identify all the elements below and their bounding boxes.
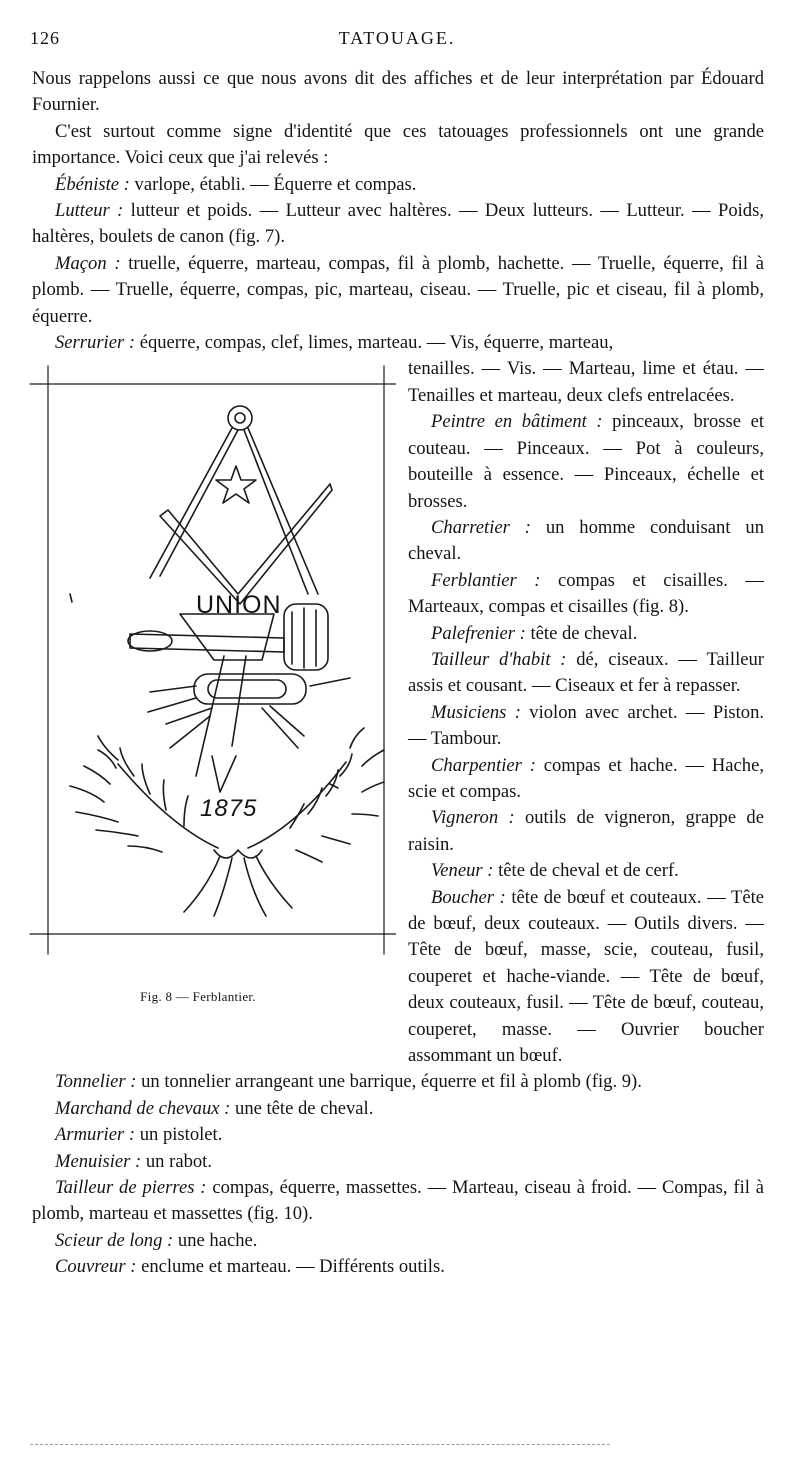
entry-term: Boucher : — [431, 886, 506, 908]
entry-ferblantier: Ferblantier : compas et cisailles. — Marteaux, compas et cisailles (fig. 8). — [408, 569, 764, 618]
entry-armurier: Armurier : un pistolet. — [55, 1124, 223, 1146]
body-text — [32, 66, 764, 1281]
entry-term: Armurier : — [55, 1124, 136, 1146]
page-header — [30, 28, 764, 54]
entry-term: Ébéniste : — [55, 173, 130, 195]
entry-term: Peintre en bâtiment : — [431, 411, 603, 433]
entry-term: Charretier : — [431, 516, 531, 538]
ferblantier-tattoo-illustration — [0, 356, 396, 1044]
paragraph-intro-2: C'est surtout comme signe d'identité que ces tatouages professionnels ont une grande importance. Voici ceux que j'ai relevés : — [32, 120, 764, 169]
entry-term: Menuisier : — [55, 1150, 142, 1172]
entry-boucher: Boucher : tête de bœuf et couteaux. — Tête de bœuf, deux couteaux. — Outils divers. — Tête de bœuf, masse, scie, couteau, fusil, couperet et hache-viande. — Tête de bœuf, deux couteaux, fusil. — Tête de bœuf, couteau, couperet, masse. — Ouvrier boucher assommant un bœuf. — [408, 886, 764, 1067]
figure-year: 1875 — [200, 795, 258, 823]
entry-term: Veneur : — [431, 860, 494, 882]
entry-scieur-long: Scieur de long : une hache. — [55, 1229, 258, 1251]
entry-charpentier: Charpentier : compas et hache. — Hache, scie et compas. — [408, 754, 764, 802]
entry-veneur: Veneur : tête de cheval et de cerf. — [431, 860, 679, 882]
entry-term: Scieur de long : — [55, 1229, 174, 1251]
entry-palefrenier: Palefrenier : tête de cheval. — [431, 622, 638, 644]
entry-term: Ferblantier : — [431, 569, 541, 591]
entry-charretier: Charretier : un homme conduisant un cheval. — [408, 516, 764, 565]
entry-couvreur: Couvreur : enclume et marteau. — Différents outils. — [55, 1256, 445, 1278]
entry-macon: Maçon : truelle, équerre, marteau, compas, fil à plomb, hachette. — Truelle, équerre, fil à plomb. — Truelle, équerre, compas, pic, marteau, ciseau. — Truelle, pic et ciseau, fil à plomb, équerre. — [32, 252, 764, 327]
figure-caption: Fig. 8 — Ferblantier. — [140, 989, 256, 1005]
page-number: 126 — [30, 28, 60, 48]
entry-term: Tonnelier : — [55, 1071, 137, 1093]
entry-marchand-chevaux: Marchand de chevaux : une tête de cheval. — [55, 1097, 374, 1119]
figure-8 — [0, 356, 396, 1044]
running-title: TATOUAGE. — [338, 28, 456, 48]
entry-term: Lutteur : — [55, 200, 124, 222]
entry-tonnelier: Tonnelier : un tonnelier arrangeant une barrique, équerre et fil à plomb (fig. 9). — [55, 1071, 642, 1093]
entry-term: Palefrenier : — [431, 622, 526, 644]
entry-vigneron: Vigneron : outils de vigneron, grappe de raisin. — [408, 807, 764, 855]
footer-rule — [30, 1444, 610, 1445]
paragraph-serrurier-continued: tenailles. — Vis. — Marteau, lime et étau. — Tenailles et marteau, deux clefs entrelacées. — [408, 358, 764, 406]
paragraph-intro-1: Nous rappelons aussi ce que nous avons dit des affiches et de leur interprétation par Édouard Fournier. — [32, 68, 764, 116]
entry-menuisier: Menuisier : un rabot. — [55, 1150, 212, 1172]
entry-tailleur-pierres: Tailleur de pierres : compas, équerre, massettes. — Marteau, ciseau à froid. — Compas, fil à plomb, marteau et massettes (fig. 10). — [32, 1177, 764, 1225]
entry-term: Couvreur : — [55, 1256, 137, 1278]
entry-peintre: Peintre en bâtiment : pinceaux, brosse et couteau. — Pinceaux. — Pot à couleurs, bouteille à essence. — Pinceaux, échelle et brosses. — [408, 411, 764, 512]
entry-term: Musiciens : — [431, 701, 521, 723]
entry-term: Maçon : — [55, 252, 121, 274]
entry-term: Charpentier : — [431, 754, 536, 776]
entry-term: Serrurier : — [55, 332, 136, 354]
entry-term: Tailleur de pierres : — [55, 1177, 207, 1199]
entry-ebeniste: Ébéniste : varlope, établi. — Équerre et compas. — [55, 173, 417, 195]
entry-serrurier: Serrurier : équerre, compas, clef, limes, marteau. — Vis, équerre, marteau, — [55, 332, 614, 354]
entry-term: Marchand de chevaux : — [55, 1097, 231, 1119]
entry-tailleur-habit: Tailleur d'habit : dé, ciseaux. — Tailleur assis et cousant. — Ciseaux et fer à repasser. — [408, 648, 764, 697]
figure-label-union: UNION — [196, 591, 282, 620]
entry-lutteur: Lutteur : lutteur et poids. — Lutteur avec haltères. — Deux lutteurs. — Lutteur. — Poids, haltères, boulets de canon (fig. 7). — [32, 200, 764, 248]
entry-term: Tailleur d'habit : — [431, 648, 567, 670]
entry-musiciens: Musiciens : violon avec archet. — Piston. — Tambour. — [408, 701, 765, 750]
entry-term: Vigneron : — [431, 807, 515, 829]
